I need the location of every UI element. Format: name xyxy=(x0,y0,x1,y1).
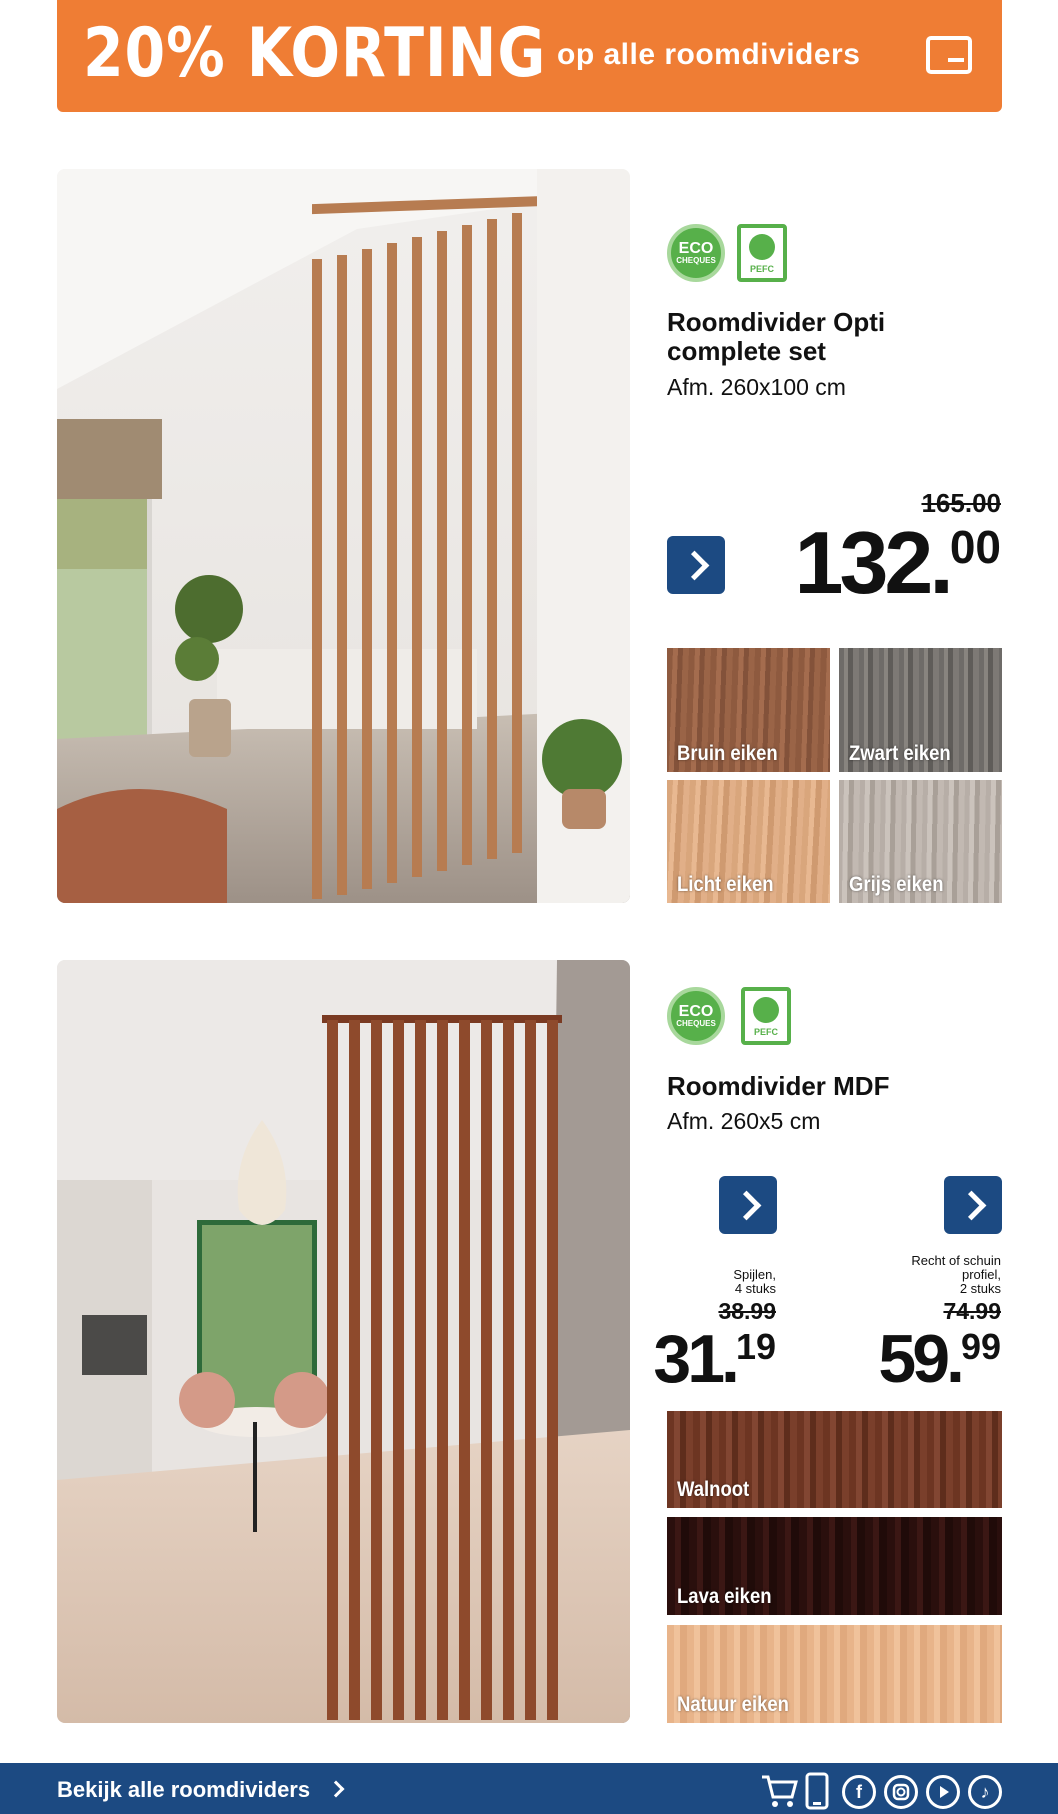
product-image-opti[interactable] xyxy=(57,169,630,903)
banner-subtitle: op alle roomdividers xyxy=(557,38,861,71)
product-dimensions: Afm. 260x100 cm xyxy=(667,374,846,400)
product-detail-button[interactable] xyxy=(667,536,725,594)
product-title[interactable] xyxy=(667,308,885,366)
price-decimals: 99 xyxy=(960,1326,1001,1367)
current-price xyxy=(795,512,1001,614)
price-integer: 31. xyxy=(653,1321,736,1397)
swatch-lava-eiken[interactable] xyxy=(667,1517,1002,1615)
footer-bar xyxy=(0,1763,1058,1814)
product-dimensions: Afm. 260x5 cm xyxy=(667,1108,821,1134)
pefc-logo: PEFC xyxy=(737,224,787,282)
swatch-label: Lava eiken xyxy=(677,1585,772,1608)
room-scene-illustration xyxy=(57,960,630,1723)
facebook-icon[interactable]: f xyxy=(842,1775,876,1809)
eco-cheques-logo: ECO CHEQUES xyxy=(667,224,725,282)
option-spijlen-button[interactable] xyxy=(719,1176,777,1234)
all-roomdividers-link[interactable]: Bekijk alle roomdividers xyxy=(57,1777,311,1802)
option-note: Spijlen, 4 stuks xyxy=(733,1267,776,1296)
old-price: 38.99 xyxy=(718,1298,776,1324)
swatch-label: Bruin eiken xyxy=(677,742,778,765)
pefc-logo: PEFC xyxy=(741,987,791,1045)
price-integer: 132. xyxy=(794,513,950,612)
price-decimals: 00 xyxy=(949,521,1001,573)
product-image-mdf[interactable] xyxy=(57,960,630,1723)
eco-cheques-logo: ECO CHEQUES xyxy=(667,987,725,1045)
swatch-label: Walnoot xyxy=(677,1478,750,1501)
instagram-icon[interactable] xyxy=(884,1775,918,1809)
banner-title: 20% KORTING xyxy=(83,14,547,93)
product-title[interactable]: Roomdivider MDF xyxy=(667,1071,890,1101)
product-title-line1: Roomdivider Opti xyxy=(667,307,886,337)
swatch-label: Zwart eiken xyxy=(849,742,951,765)
card-icon xyxy=(926,36,972,74)
chevron-right-icon[interactable] xyxy=(328,1781,345,1798)
price-integer: 59. xyxy=(878,1321,961,1397)
phone-icon[interactable] xyxy=(802,1772,832,1810)
swatch-walnoot[interactable] xyxy=(667,1411,1002,1508)
swatch-bruin-eiken[interactable] xyxy=(667,648,830,772)
swatch-label: Licht eiken xyxy=(677,873,774,896)
old-price: 74.99 xyxy=(943,1298,1001,1324)
promo-banner[interactable] xyxy=(57,0,1002,112)
swatch-natuur-eiken[interactable] xyxy=(667,1625,1002,1723)
current-price xyxy=(653,1320,776,1398)
option-note: Recht of schuin profiel, 2 stuks xyxy=(911,1253,1001,1296)
room-scene-illustration xyxy=(57,169,630,903)
swatch-label: Natuur eiken xyxy=(677,1693,789,1716)
product-title-line2: complete set xyxy=(667,336,826,366)
current-price xyxy=(878,1320,1001,1398)
cart-icon[interactable] xyxy=(760,1773,798,1809)
option-profiel-button[interactable] xyxy=(944,1176,1002,1234)
swatch-licht-eiken[interactable] xyxy=(667,780,830,903)
price-decimals: 19 xyxy=(735,1326,776,1367)
swatch-zwart-eiken[interactable] xyxy=(839,648,1002,772)
swatch-grijs-eiken[interactable] xyxy=(839,780,1002,903)
tiktok-icon[interactable]: ♪ xyxy=(968,1775,1002,1809)
old-price: 165.00 xyxy=(921,488,1001,518)
youtube-icon[interactable] xyxy=(926,1775,960,1809)
swatch-label: Grijs eiken xyxy=(849,873,944,896)
